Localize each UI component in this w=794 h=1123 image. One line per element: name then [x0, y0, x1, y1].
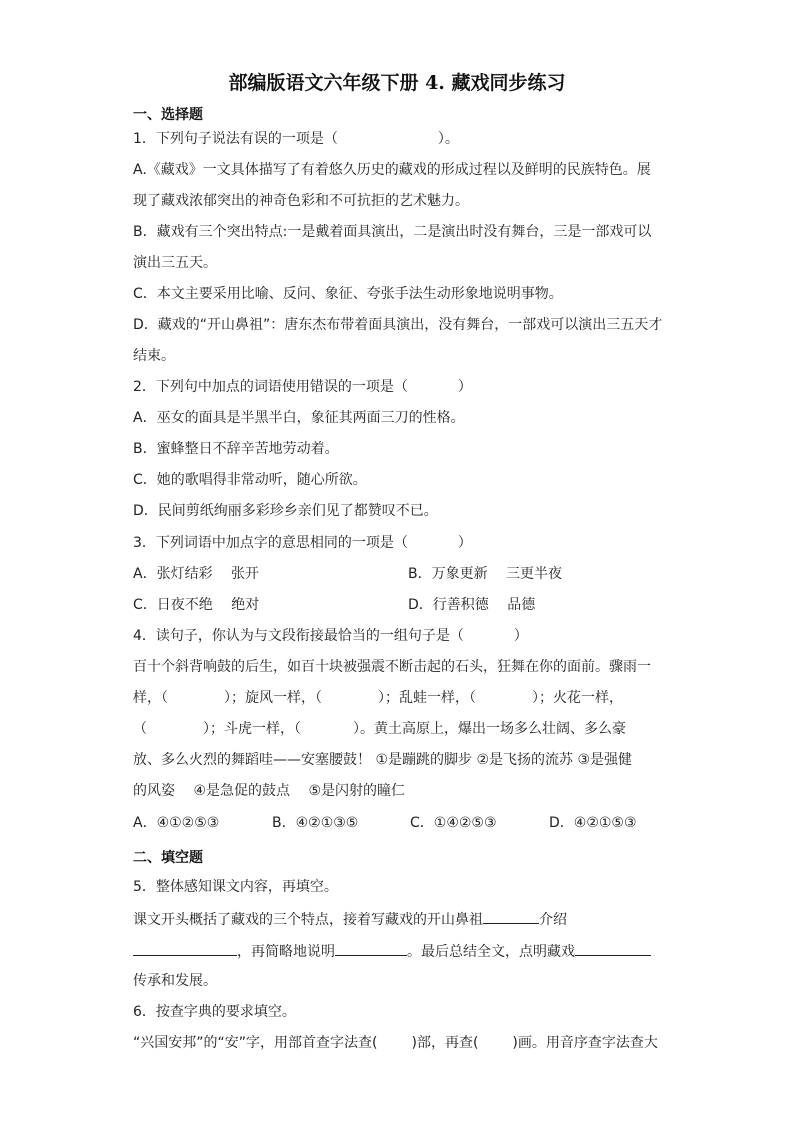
passage-text: ）。黄土高原上，爆出一场多么壮阔、多么豪 — [353, 721, 626, 737]
question-2-stem-end: ） — [457, 379, 472, 395]
section-heading-fill: 二、填空题 — [133, 850, 203, 866]
question-3-option-b: B．万象更新 三更半夜 — [408, 566, 563, 582]
question-1-option-b: B．藏戏有三个突出特点:一是戴着面具演出，二是演出时没有舞台，三是一部戏可以 — [133, 224, 652, 240]
question-5-stem: 5．整体感知课文内容，再填空。 — [133, 879, 338, 895]
page-title: 部编版语文六年级下册 4. 藏戏同步练习 — [228, 72, 566, 94]
passage-text: ）；乱蛙一样，（ — [378, 690, 476, 706]
question-2-option-a: A．巫女的面具是半黑半白，象征其两面三刀的性格。 — [133, 410, 465, 426]
fill-text: “兴国安邦”的“安”字，用部首查字法查( — [133, 1035, 378, 1051]
passage-line: 百十个斜背响鼓的后生，如百十块被强震不断击起的石头，狂舞在你的面前。骤雨一 — [133, 659, 651, 675]
question-4-stem-end: ） — [513, 628, 528, 644]
question-1-stem-end: ）。 — [437, 131, 459, 147]
passage-line: 的风姿 ④是急促的鼓点 ⑤是闪射的瞳仁 — [133, 783, 406, 799]
question-2-stem-text: 2．下列句中加点的词语使用错误的一项是（ — [133, 379, 408, 395]
fill-blank[interactable] — [575, 941, 651, 956]
question-3-option-c: C．日夜不绝 绝对 — [133, 597, 260, 613]
question-1-stem-text: 1．下列句子说法有误的一项是（ — [133, 131, 338, 147]
question-2-option-d: D．民间剪纸绚丽多彩珍乡亲们见了都赞叹不已。 — [133, 503, 438, 519]
fill-text: 课文开头概括了藏戏的三个特点，接着写藏戏的开山鼻祖 — [133, 912, 483, 928]
question-3-stem-end: ） — [457, 535, 472, 551]
question-5-line: 传承和发展。 — [133, 973, 217, 989]
question-1-option-b-cont: 演出三五天。 — [133, 255, 217, 271]
question-1-option-d-cont: 结束。 — [133, 348, 175, 364]
question-2-option-c: C．她的歌唱得非常动听，随心所欲。 — [133, 472, 367, 488]
question-1-option-c: C．本文主要采用比喻、反问、象征、夸张手法生动形象地说明事物。 — [133, 286, 563, 302]
fill-text: 介绍 — [539, 912, 567, 928]
fill-blank[interactable] — [483, 909, 539, 924]
question-1-option-a-cont: 现了藏戏浓郁突出的神奇色彩和不可抗拒的艺术魅力。 — [133, 193, 469, 209]
fill-text: )画。用音序查字法查大 — [512, 1035, 658, 1051]
question-3-option-a: A．张灯结彩 张开 — [133, 566, 260, 582]
question-2-option-b: B．蜜蜂整日不辞辛苦地劳动着。 — [133, 441, 339, 457]
fill-blank[interactable] — [335, 941, 407, 956]
question-1-option-d: D．藏戏的“开山鼻祖”：唐东杰布带着面具演出，没有舞台，一部戏可以演出三五天才 — [133, 317, 663, 333]
fill-blank[interactable] — [133, 941, 237, 956]
passage-text: ）；火花一样， — [532, 690, 623, 706]
passage-text: 样，（ — [133, 690, 168, 706]
passage-line — [133, 720, 663, 738]
passage-text: ）；斗虎一样，（ — [203, 721, 301, 737]
section-heading-choice: 一、选择题 — [133, 107, 203, 123]
question-4-option-a: A．④①②⑤③ — [133, 815, 220, 831]
question-6-stem: 6．按查字典的要求填空。 — [133, 1004, 296, 1020]
fill-text: )部，再查( — [411, 1035, 479, 1051]
question-6-line — [133, 1034, 663, 1052]
question-1-option-a: A.《藏戏》一文具体描写了有着悠久历史的藏戏的形成过程以及鲜明的民族特色。展 — [133, 162, 651, 178]
passage-line — [133, 689, 663, 707]
question-1-stem — [133, 130, 663, 148]
question-5-line — [133, 909, 663, 929]
question-5-line — [133, 941, 663, 961]
question-4-option-c: C．①④②⑤③ — [410, 815, 497, 831]
question-4-option-b: B．④②①③⑤ — [272, 815, 359, 831]
passage-text: ）；旋风一样，（ — [224, 690, 322, 706]
question-2-stem — [133, 378, 663, 396]
question-3-option-d: D．行善积德 品德 — [408, 597, 536, 613]
fill-text: ，再简略地说明 — [237, 944, 335, 960]
fill-text: 。最后总结全文，点明藏戏 — [407, 944, 575, 960]
question-4-stem — [133, 627, 663, 645]
passage-line: 放、多么火烈的舞蹈哇——安塞腰鼓！ ①是蹦跳的脚步 ②是飞扬的流苏 ③是强健 — [133, 752, 633, 768]
question-4-stem-text: 4．读句子，你认为与文段衔接最恰当的一组句子是（ — [133, 628, 464, 644]
question-3-stem — [133, 534, 663, 552]
question-4-option-d: D．④②①⑤③ — [549, 815, 637, 831]
question-3-stem-text: 3．下列词语中加点字的意思相同的一项是（ — [133, 535, 408, 551]
passage-text: （ — [133, 721, 147, 737]
